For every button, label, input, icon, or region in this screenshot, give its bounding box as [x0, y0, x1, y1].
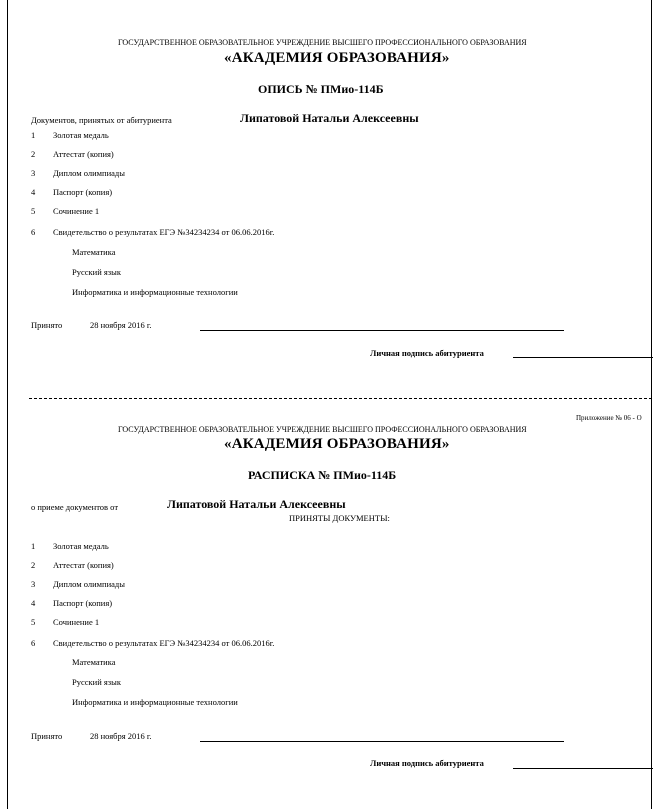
inventory-signature-label: Личная подпись абитуриента [370, 348, 484, 358]
academy-title: «АКАДЕМИЯ ОБРАЗОВАНИЯ» [224, 50, 450, 66]
receipt-accepted-line [200, 741, 564, 742]
item-text: Свидетельство о результатах ЕГЭ №34234234 от 06.06.2016г. [53, 227, 275, 237]
subject-item: Математика [72, 247, 116, 257]
item-number: 3 [31, 168, 36, 178]
item-number: 4 [31, 187, 36, 197]
item-text: Диплом олимпиады [53, 579, 125, 589]
right-border [651, 0, 652, 809]
item-number: 2 [31, 560, 36, 570]
receipt-applicant-name: Липатовой Натальи Алексеевны [167, 497, 346, 511]
inventory-applicant-name: Липатовой Натальи Алексеевны [240, 111, 419, 125]
item-number: 6 [31, 227, 36, 237]
receipt-docs-label: о приеме документов от [31, 502, 119, 512]
item-text: Диплом олимпиады [53, 168, 125, 178]
organization-header: ГОСУДАРСТВЕННОЕ ОБРАЗОВАТЕЛЬНОЕ УЧРЕЖДЕНИЕ ВЫСШЕГО ПРОФЕССИОНАЛЬНОГО ОБРАЗОВАНИЯ [118, 38, 527, 47]
item-number: 4 [31, 598, 36, 608]
subject-item: Математика [72, 657, 116, 667]
receipt-accepted-label: Принято [31, 731, 63, 741]
item-number: 2 [31, 149, 36, 159]
item-number: 5 [31, 206, 36, 216]
inventory-docs-label: Документов, принятых от абитуриента [31, 115, 172, 125]
item-text: Аттестат (копия) [53, 149, 114, 159]
subject-item: Информатика и информационные технологии [72, 697, 238, 707]
item-text: Паспорт (копия) [53, 187, 113, 197]
receipt-signature-line [513, 768, 653, 769]
receipt-title: РАСПИСКА № ПМио-114Б [248, 468, 397, 482]
item-number: 5 [31, 617, 36, 627]
subject-item: Русский язык [72, 677, 121, 687]
receipt-accepted-docs: ПРИНЯТЫ ДОКУМЕНТЫ: [289, 513, 390, 523]
left-border [7, 0, 8, 809]
item-text: Аттестат (копия) [53, 560, 114, 570]
item-text: Сочинение 1 [53, 617, 100, 627]
inventory-accepted-label: Принято [31, 320, 63, 330]
receipt-signature-label: Личная подпись абитуриента [370, 758, 484, 768]
item-text: Паспорт (копия) [53, 598, 113, 608]
item-number: 6 [31, 638, 36, 648]
item-text: Сочинение 1 [53, 206, 100, 216]
inventory-title: ОПИСЬ № ПМио-114Б [258, 82, 384, 96]
academy-title-receipt: «АКАДЕМИЯ ОБРАЗОВАНИЯ» [224, 436, 450, 452]
subject-item: Русский язык [72, 267, 121, 277]
receipt-accepted-date: 28 ноября 2016 г. [90, 731, 152, 741]
item-text: Золотая медаль [53, 541, 109, 551]
inventory-accepted-line [200, 330, 564, 331]
cut-line [29, 398, 652, 399]
item-number: 1 [31, 541, 36, 551]
appendix-note: Приложение № 06 - О [576, 414, 642, 422]
inventory-signature-line [513, 357, 653, 358]
item-text: Свидетельство о результатах ЕГЭ №34234234 от 06.06.2016г. [53, 638, 275, 648]
organization-header-receipt: ГОСУДАРСТВЕННОЕ ОБРАЗОВАТЕЛЬНОЕ УЧРЕЖДЕНИЕ ВЫСШЕГО ПРОФЕССИОНАЛЬНОГО ОБРАЗОВАНИЯ [118, 425, 527, 434]
subject-item: Информатика и информационные технологии [72, 287, 238, 297]
item-text: Золотая медаль [53, 130, 109, 140]
inventory-accepted-date: 28 ноября 2016 г. [90, 320, 152, 330]
item-number: 1 [31, 130, 36, 140]
item-number: 3 [31, 579, 36, 589]
